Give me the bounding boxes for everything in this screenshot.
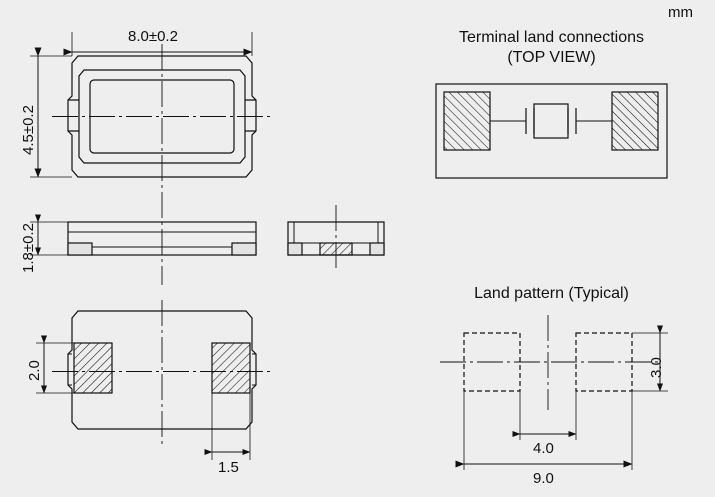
land-pattern-inner-gap-dim: 4.0 [533,440,554,457]
terminal-land-title-line2: (TOP VIEW) [507,49,596,66]
bottom-view-pad-height-dim: 2.0 [26,360,43,381]
land-pattern-title: Land pattern (Typical) [474,285,629,302]
land-pattern-pad-height-dim: 3.0 [648,357,665,378]
land-pattern-outer-width-dim: 9.0 [533,470,554,487]
bottom-view-pad-width-dim: 1.5 [218,459,239,476]
side-view-thickness-dim: 1.8±0.2 [20,223,37,273]
top-view-height-dim: 4.5±0.2 [20,105,37,155]
terminal-land-title-line1: Terminal land connections [459,29,644,46]
units-label: mm [668,4,693,21]
top-view-width-dim: 8.0±0.2 [128,28,178,45]
